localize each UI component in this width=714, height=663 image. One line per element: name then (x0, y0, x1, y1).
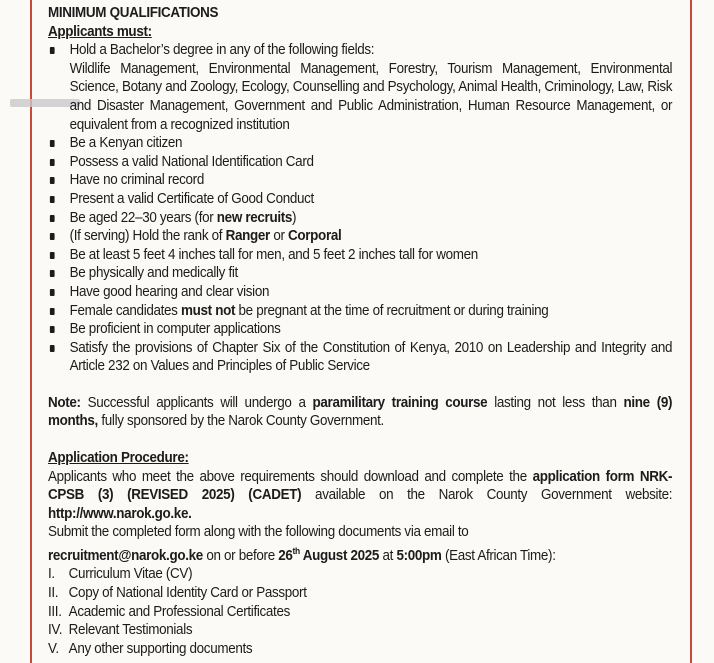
submit-text: Submit the completed form along with the following documents via email to (48, 524, 469, 541)
procedure-text: available on the Narok County Government website: (301, 487, 673, 504)
list-item (48, 584, 672, 603)
female-text: Female candidates (69, 302, 181, 319)
list-item (48, 621, 672, 640)
list-item: Possess a valid National Identification Card (48, 153, 672, 172)
item-number: III. (48, 603, 62, 620)
item-number: II. (48, 584, 59, 601)
list-item: Be a Kenyan citizen (48, 134, 672, 153)
document-body (48, 4, 672, 658)
item-text: Academic and Professional Certificates (68, 603, 290, 620)
applicants-heading: Applicants must: (48, 23, 152, 40)
deadline-line (48, 542, 672, 565)
date-suffix: th (292, 546, 300, 557)
rank-text: (If serving) Hold the rank of (69, 228, 226, 245)
age-text: Be aged 22–30 years (for (69, 209, 217, 226)
procedure-paragraph (48, 468, 672, 524)
website-link[interactable]: http://www.narok.go.ke. (48, 505, 192, 522)
age-close: ) (292, 209, 297, 226)
item-text: Relevant Testimonials (68, 622, 193, 639)
list-item: Have good hearing and clear vision (48, 283, 672, 302)
rank-or: or (269, 228, 289, 245)
list-item: Present a valid Certificate of Good Conduct (48, 190, 672, 209)
date-month-year: August 2025 (299, 547, 380, 564)
note-bold: paramilitary training course (312, 394, 488, 411)
item-number: I. (48, 566, 55, 583)
female-rest: be pregnant at the time of recruitment or during training (235, 302, 549, 319)
age-bold: new recruits (216, 209, 293, 226)
documents-list (48, 565, 672, 658)
note-paragraph (48, 394, 672, 431)
deadline-time: 5:00pm (396, 547, 442, 564)
form-name: application form NRK-CPSB (3) (REVISED 2025) (CADET) (48, 468, 673, 504)
page-title: MINIMUM QUALIFICATIONS (48, 5, 219, 21)
right-red-border (690, 0, 692, 663)
list-item (48, 640, 672, 659)
list-item (48, 41, 672, 134)
list-item: Be physically and medically fit (48, 264, 672, 283)
deadline-date (278, 548, 379, 564)
note-label: Note: (48, 394, 81, 411)
item-text: Copy of National Identity Card or Passport (68, 584, 307, 601)
degree-fields: Wildlife Management, Environmental Management, Forestry, Tourism Management, Environmental Science, Botany and Zoology, Ecology, Counselling and Psychology, Animal Health, Criminology, Law, Risk and Disaster Management, Government and Public Administration, Human Resource Management, or equivalent from a recognized institution (69, 60, 673, 133)
female-bold: must not (180, 302, 236, 319)
item-text: Curriculum Vitae (CV) (68, 566, 193, 583)
deadline-text: on or before (202, 547, 279, 564)
list-item: Be proficient in computer applications (48, 320, 672, 339)
list-item (48, 603, 672, 622)
note-text: lasting not less than (487, 394, 624, 411)
deadline-timezone: (East African Time): (441, 547, 556, 564)
deadline-at: at (379, 547, 397, 564)
list-item (48, 209, 672, 228)
requirements-list (48, 41, 672, 376)
list-item (48, 227, 672, 246)
item-number: V. (48, 640, 59, 657)
list-item: Be at least 5 feet 4 inches tall for men, and 5 feet 2 inches tall for women (48, 246, 672, 265)
rank-corporal: Corporal (288, 228, 342, 245)
degree-intro: Hold a Bachelor’s degree in any of the following fields: (69, 42, 375, 59)
note-bold: nine (9) months, (48, 394, 673, 430)
date-day: 26 (278, 547, 293, 564)
list-item: Have no criminal record (48, 171, 672, 190)
list-item (48, 565, 672, 584)
note-text: fully sponsored by the Narok County Government. (97, 413, 384, 430)
list-item: Satisfy the provisions of Chapter Six of the Constitution of Kenya, 2010 on Leadership and Integrity and Article 232 on Values and Principles of Public Service (48, 339, 672, 376)
item-text: Any other supporting documents (68, 640, 253, 657)
procedure-text: Applicants who meet the above requirements should download and complete the (48, 468, 533, 485)
procedure-heading: Application Procedure: (48, 450, 189, 467)
list-item (48, 302, 672, 321)
rank-ranger: Ranger (225, 228, 270, 245)
item-number: IV. (48, 622, 63, 639)
note-text: Successful applicants will undergo a (80, 394, 313, 411)
email-link[interactable]: recruitment@narok.go.ke (48, 547, 203, 564)
